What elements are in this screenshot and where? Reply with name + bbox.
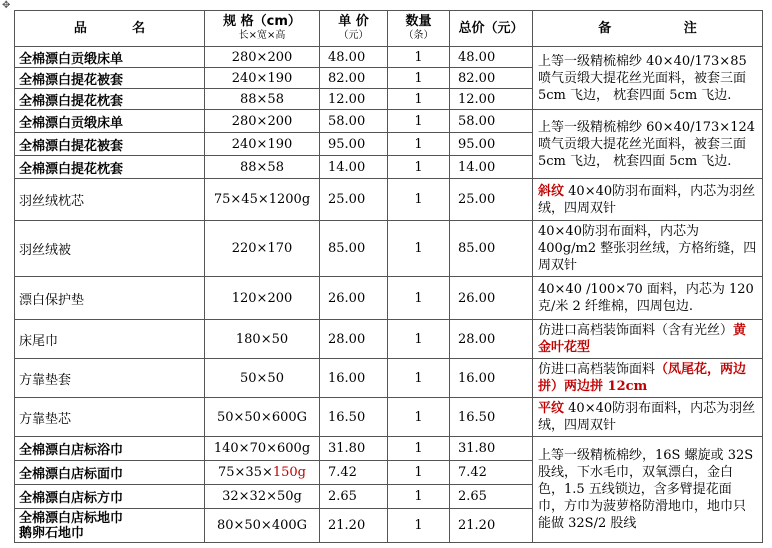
- product-spec: 240×190: [205, 68, 320, 89]
- product-name: 全棉漂白贡缎床单: [15, 47, 205, 68]
- note-cell: 上等一级精梳棉纱，16S 螺旋或 32S 股线，下水毛巾，双氧漂白，金白色，1.5 五线锁边，含多臂提花面巾，方巾为菠萝格防滑地巾，地巾只能做 32S/2 股线: [533, 437, 763, 543]
- total-price: 14.00: [450, 156, 533, 179]
- product-spec: 88×58: [205, 89, 320, 110]
- total-price: 58.00: [450, 110, 533, 133]
- product-name: 全棉漂白店标浴巾: [15, 437, 205, 461]
- product-name: 全棉漂白店标地巾 鹅卵石地巾: [15, 509, 205, 543]
- table-move-icon[interactable]: ✥: [2, 0, 11, 11]
- product-name: 漂白保护垫: [15, 277, 205, 320]
- product-name: 羽丝绒被: [15, 221, 205, 277]
- table-row: [15, 398, 763, 437]
- unit-price: 58.00: [320, 110, 388, 133]
- unit-price: 26.00: [320, 277, 388, 320]
- note-cell: 40×40防羽布面料，内芯为 400g/m2 整张羽丝绒，方格绗缝，四周双针: [533, 221, 763, 277]
- quantity: 1: [388, 68, 450, 89]
- product-spec: 75×45×1200g: [205, 179, 320, 221]
- quantity: 1: [388, 110, 450, 133]
- product-spec: 50×50: [205, 359, 320, 398]
- quantity: 1: [388, 156, 450, 179]
- product-spec: 88×58: [205, 156, 320, 179]
- product-name: 方靠垫套: [15, 359, 205, 398]
- product-spec: 75×35×150g: [205, 461, 320, 485]
- product-name: 全棉漂白提花枕套: [15, 156, 205, 179]
- total-price: 7.42: [450, 461, 533, 485]
- unit-price: 21.20: [320, 509, 388, 543]
- table-row: [15, 221, 763, 277]
- table-row: [15, 359, 763, 398]
- product-spec: 140×70×600g: [205, 437, 320, 461]
- quantity: 1: [388, 277, 450, 320]
- product-spec: 280×200: [205, 110, 320, 133]
- col-header-price: 单 价 （元）: [320, 11, 388, 47]
- table-row: [15, 47, 763, 68]
- total-price: 28.00: [450, 320, 533, 359]
- table-row: [15, 277, 763, 320]
- table-row: [15, 437, 763, 461]
- product-spec: 32×32×50g: [205, 485, 320, 509]
- col-header-total: 总价（元）: [450, 11, 533, 47]
- quantity: 1: [388, 47, 450, 68]
- total-price: 25.00: [450, 179, 533, 221]
- unit-price: 2.65: [320, 485, 388, 509]
- quantity: 1: [388, 133, 450, 156]
- quantity: 1: [388, 89, 450, 110]
- unit-price: 95.00: [320, 133, 388, 156]
- product-spec: 80×50×400G: [205, 509, 320, 543]
- product-name: 全棉漂白提花枕套: [15, 89, 205, 110]
- total-price: 48.00: [450, 47, 533, 68]
- product-name: 床尾巾: [15, 320, 205, 359]
- col-header-note: 备 注: [533, 11, 763, 47]
- product-table: [14, 10, 763, 543]
- product-name: 羽丝绒枕芯: [15, 179, 205, 221]
- product-spec: 240×190: [205, 133, 320, 156]
- product-spec: 280×200: [205, 47, 320, 68]
- table-row: [15, 320, 763, 359]
- col-header-spec: 规 格（cm） 长×宽×高: [205, 11, 320, 47]
- product-name: 全棉漂白贡缎床单: [15, 110, 205, 133]
- product-spec: 220×170: [205, 221, 320, 277]
- quantity: 1: [388, 485, 450, 509]
- product-name: 全棉漂白店标面巾: [15, 461, 205, 485]
- product-spec: 50×50×600G: [205, 398, 320, 437]
- unit-price: 12.00: [320, 89, 388, 110]
- total-price: 16.00: [450, 359, 533, 398]
- quantity: 1: [388, 398, 450, 437]
- note-cell: 仿进口高档装饰面料（凤尾花，两边拼）两边拼 12cm: [533, 359, 763, 398]
- table-row: [15, 110, 763, 133]
- total-price: 95.00: [450, 133, 533, 156]
- product-spec: 120×200: [205, 277, 320, 320]
- total-price: 2.65: [450, 485, 533, 509]
- total-price: 12.00: [450, 89, 533, 110]
- product-name: 全棉漂白店标方巾: [15, 485, 205, 509]
- unit-price: 16.00: [320, 359, 388, 398]
- quantity: 1: [388, 437, 450, 461]
- note-cell: 仿进口高档装饰面料（含有光丝）黄金叶花型: [533, 320, 763, 359]
- note-cell: 上等一级精梳棉纱 40×40/173×85 喷气贡缎大提花丝光面料，被套三面 5cm 飞边， 枕套四面 5cm 飞边.: [533, 47, 763, 110]
- note-cell: 平纹 40×40防羽布面料，内芯为羽丝绒，四周双针: [533, 398, 763, 437]
- unit-price: 14.00: [320, 156, 388, 179]
- quantity: 1: [388, 359, 450, 398]
- total-price: 31.80: [450, 437, 533, 461]
- unit-price: 25.00: [320, 179, 388, 221]
- unit-price: 82.00: [320, 68, 388, 89]
- unit-price: 48.00: [320, 47, 388, 68]
- total-price: 85.00: [450, 221, 533, 277]
- unit-price: 7.42: [320, 461, 388, 485]
- note-cell: 上等一级精梳棉纱 60×40/173×124 喷气贡缎大提花丝光面料，被套三面 5cm 飞边， 枕套四面 5cm 飞边.: [533, 110, 763, 179]
- quantity: 1: [388, 461, 450, 485]
- quantity: 1: [388, 221, 450, 277]
- col-header-name: 品 名: [15, 11, 205, 47]
- quantity: 1: [388, 320, 450, 359]
- total-price: 26.00: [450, 277, 533, 320]
- quantity: 1: [388, 179, 450, 221]
- total-price: 82.00: [450, 68, 533, 89]
- header-row: [15, 11, 763, 47]
- product-name: 方靠垫芯: [15, 398, 205, 437]
- col-header-qty: 数量 （条）: [388, 11, 450, 47]
- product-name: 全棉漂白提花被套: [15, 133, 205, 156]
- note-cell: 40×40 /100×70 面料，内芯为 120 克/米 2 纤维棉，四周包边.: [533, 277, 763, 320]
- total-price: 21.20: [450, 509, 533, 543]
- note-cell: 斜纹 40×40防羽布面料，内芯为羽丝绒，四周双针: [533, 179, 763, 221]
- unit-price: 28.00: [320, 320, 388, 359]
- table-row: [15, 179, 763, 221]
- unit-price: 16.50: [320, 398, 388, 437]
- unit-price: 31.80: [320, 437, 388, 461]
- product-name: 全棉漂白提花被套: [15, 68, 205, 89]
- unit-price: 85.00: [320, 221, 388, 277]
- product-spec: 180×50: [205, 320, 320, 359]
- quantity: 1: [388, 509, 450, 543]
- total-price: 16.50: [450, 398, 533, 437]
